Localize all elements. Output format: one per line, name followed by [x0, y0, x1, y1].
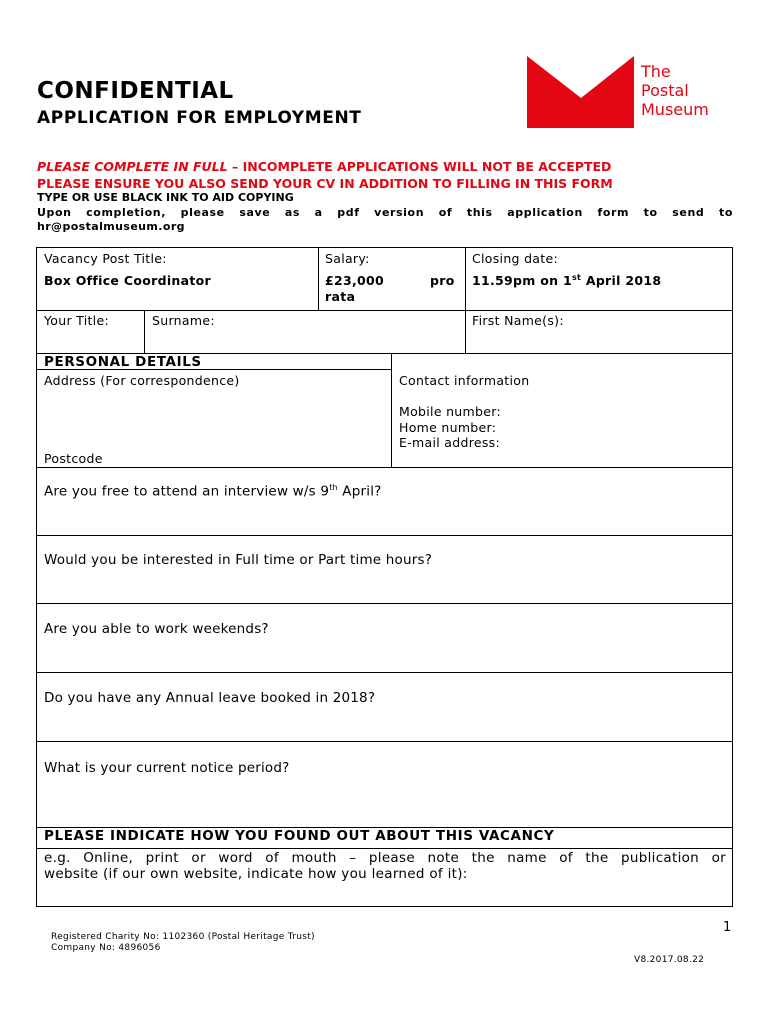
closing-date-value[interactable]: 11.59pm on 1st April 2018 [472, 273, 662, 289]
closing-date-label: Closing date: [472, 251, 558, 266]
salary-value[interactable]: £23,000 [325, 273, 385, 288]
hr-email-link[interactable]: hr@postalmuseum.org [37, 220, 185, 233]
your-title-field[interactable]: Your Title: [44, 313, 109, 328]
vacancy-source-heading: PLEASE INDICATE HOW YOU FOUND OUT ABOUT THIS VACANCY [44, 828, 555, 844]
instruction-send-cv: PLEASE ENSURE YOU ALSO SEND YOUR CV IN ADDITION TO FILLING IN THIS FORM [37, 176, 613, 191]
question-interview-availability[interactable]: Are you free to attend an interview w/s 9th April? [44, 483, 382, 500]
instruction-complete-in-full: PLEASE COMPLETE IN FULL – INCOMPLETE APPLICATIONS WILL NOT BE ACCEPTED [37, 159, 612, 174]
company-number: Company No: 4896056 [51, 943, 161, 953]
question-notice-period[interactable]: What is your current notice period? [44, 760, 290, 776]
question-annual-leave[interactable]: Do you have any Annual leave booked in 2018? [44, 690, 376, 706]
page-number: 1 [723, 920, 732, 935]
document-title: CONFIDENTIAL [37, 78, 234, 104]
email-address-field[interactable]: E-mail address: [399, 435, 500, 450]
vacancy-label: Vacancy Post Title: [44, 251, 167, 266]
first-name-field[interactable]: First Name(s): [472, 313, 564, 328]
version-label: V8.2017.08.22 [634, 955, 705, 965]
question-hours-preference[interactable]: Would you be interested in Full time or Part time hours? [44, 552, 433, 568]
instruction-black-ink: TYPE OR USE BLACK INK TO AID COPYING [37, 191, 294, 204]
vacancy-source-line-1[interactable]: e.g. Online, print or word of mouth – please note the name of the publication or [44, 850, 726, 866]
salary-value-pro: pro [430, 273, 455, 288]
address-field[interactable]: Address (For correspondence) [44, 373, 240, 388]
vacancy-value[interactable]: Box Office Coordinator [44, 273, 211, 288]
instruction-save-pdf: Upon completion, please save as a pdf version of this application form to send to [37, 206, 733, 219]
mobile-number-field[interactable]: Mobile number: [399, 404, 501, 419]
question-weekends[interactable]: Are you able to work weekends? [44, 621, 269, 637]
surname-field[interactable]: Surname: [152, 313, 215, 328]
document-subtitle: APPLICATION FOR EMPLOYMENT [37, 108, 362, 128]
vacancy-source-line-2: website (if our own website, indicate how you learned of it): [44, 866, 468, 882]
charity-number: Registered Charity No: 1102360 (Postal Heritage Trust) [51, 932, 315, 942]
personal-details-heading: PERSONAL DETAILS [44, 354, 202, 370]
salary-value-rata: rata [325, 289, 356, 304]
salary-label: Salary: [325, 251, 370, 266]
postcode-field[interactable]: Postcode [44, 451, 103, 466]
home-number-field[interactable]: Home number: [399, 420, 497, 435]
contact-info-label: Contact information [399, 373, 530, 388]
logo-wordmark: The Postal Museum [641, 62, 709, 119]
